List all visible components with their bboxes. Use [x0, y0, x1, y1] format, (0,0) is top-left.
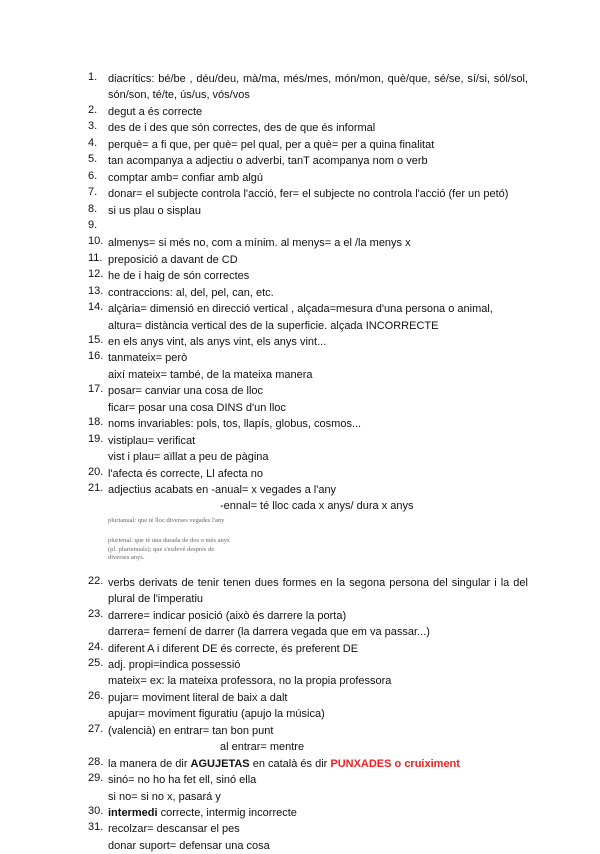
item-number: 21.: [88, 481, 104, 494]
item-text: apujar= moviment figuratiu (apujo la música): [108, 708, 325, 721]
item-text: posar= canviar una cosa de lloc: [108, 385, 264, 398]
item-text: adj. propi=indica possessió: [108, 659, 241, 671]
notes-list-part-2: [88, 575, 528, 756]
document-page: [88, 71, 528, 854]
item-text: donar= el subjecte controla l'acció, fer= el subjecte no controla l'acció (fer un petó): [108, 188, 509, 201]
item-text: si us plau o sisplau: [108, 204, 201, 217]
item-number: 25.: [88, 657, 104, 669]
item-text: plural de l'imperatiu: [108, 593, 204, 606]
list-item: [88, 723, 528, 756]
item-text: [108, 219, 528, 235]
list-item-29: [88, 772, 528, 805]
bold-term: AGUJETAS: [190, 757, 250, 770]
item-number: 20.: [88, 465, 104, 478]
highlighted-term: PUNXADES o cruiximent: [330, 757, 460, 770]
list-item: [88, 690, 528, 723]
item-text: adjectius acabats en -anual= x vegades a l'any: [108, 483, 337, 496]
item-text: en català és dir: [249, 757, 331, 770]
item-text: alçària= dimensió en direcció vertical , alçada=mesura d'una persona o animal,: [108, 303, 493, 316]
item-number: 1.: [88, 71, 98, 83]
item-text: si no= si no x, pasará y: [108, 790, 221, 803]
list-item-30: [88, 805, 528, 821]
item-number: 8.: [88, 202, 98, 215]
pasted-text-line: diverses anys.: [108, 554, 145, 562]
item-number: 10.: [88, 235, 104, 248]
item-number: 17.: [88, 383, 104, 396]
list-item: [88, 104, 528, 120]
item-text: diacrítics: bé/be , déu/deu, mà/ma, més/mes, món/mon, què/que, sé/se, sí/si, sól/sol,: [108, 73, 528, 85]
item-text: darrere= indicar posició (això és darrere la porta): [108, 609, 347, 622]
list-item: [88, 641, 528, 657]
item-text: comptar amb= confiar amb algú: [108, 171, 263, 184]
list-item: [88, 268, 528, 284]
item-number: 9.: [88, 218, 98, 231]
item-text: tanmateix= però: [108, 352, 188, 365]
item-text-continuation: -ennal= té lloc cada x anys/ dura x anys: [220, 500, 414, 513]
item-number: 3.: [88, 120, 98, 133]
list-item: [88, 416, 528, 432]
list-item: [88, 137, 528, 153]
list-item-28: [88, 756, 528, 772]
item-number: 29.: [88, 772, 104, 785]
item-number: 4.: [88, 136, 98, 149]
list-item: [88, 235, 528, 251]
item-text: verbs derivats de tenir tenen dues formes en la segona persona del singular i la del: [108, 576, 528, 589]
list-item: [88, 482, 528, 515]
item-number: 6.: [88, 169, 98, 182]
list-item: [88, 334, 528, 350]
item-text: (valencià) en entrar= tan bon punt: [108, 724, 274, 737]
item-text: tan acompanya a adjectiu o adverbi, tanT acompanya nom o verb: [108, 155, 428, 168]
item-text: pujar= moviment literal de baix a dalt: [108, 691, 288, 704]
list-item: [88, 608, 528, 641]
item-number: 28.: [88, 755, 104, 768]
item-number: 31.: [88, 821, 104, 834]
item-text: així mateix= també, de la mateixa manera: [108, 368, 313, 381]
item-text: en els anys vint, als anys vint, els anys vint...: [108, 336, 327, 348]
list-item: [88, 350, 528, 383]
bold-term: intermedi: [108, 806, 158, 819]
item-number: 23.: [88, 607, 104, 620]
item-text: vistiplau= verificat: [108, 434, 196, 447]
item-text: almenys= si més no, com a mínim. al menys= a el /la menys x: [108, 237, 411, 250]
item-number: 18.: [88, 416, 104, 429]
pasted-text-line: plurianual: que té lloc diverses vegades l'any: [108, 516, 225, 524]
item-text: correcte, intermig incorrecte: [157, 806, 297, 819]
item-text: he de i haig de són correctes: [108, 270, 250, 283]
list-item: [88, 301, 528, 334]
item-number: 30.: [88, 804, 104, 817]
item-number: 14.: [88, 301, 104, 314]
notes-list-part-1: [88, 71, 528, 515]
item-number: 7.: [88, 186, 98, 199]
list-item: [88, 466, 528, 482]
item-text: la manera de dir: [108, 757, 191, 770]
item-text: degut a és correcte: [108, 105, 203, 118]
list-item: [88, 575, 528, 608]
list-item-31: [88, 821, 528, 854]
item-number: 13.: [88, 284, 104, 297]
item-text: altura= distància vertical des de la superficie. alçada INCORRECTE: [108, 319, 439, 332]
item-text: diferent A i diferent DE és correcte, és preferent DE: [108, 642, 359, 655]
item-number: 22.: [88, 574, 104, 587]
item-text: mateix= ex: la mateixa professora, no la propia professora: [108, 675, 392, 688]
list-item: [88, 153, 528, 169]
list-item: [88, 219, 528, 235]
item-text: recolzar= descansar el pes: [108, 823, 240, 836]
list-item: [88, 120, 528, 136]
item-text: noms invariables: pols, tos, llapís, globus, cosmos...: [108, 418, 362, 431]
item-text: sinó= no ho ha fet ell, sinó ella: [108, 774, 257, 787]
list-item: [88, 203, 528, 219]
pasted-text-line: (pl. pluriennals); que s'esdevé després de: [108, 545, 215, 553]
pasted-text-line: plurienal: que té una durada de dos o més anys: [108, 537, 230, 545]
item-number: 2.: [88, 103, 98, 116]
item-number: 15.: [88, 334, 104, 346]
item-text-continuation: al entrar= mentre: [220, 741, 305, 754]
list-item: [88, 657, 528, 690]
list-item: [88, 71, 528, 104]
item-text: preposició a davant de CD: [108, 253, 238, 266]
item-text: perquè= a fi que, per què= pel qual, per a què= per a quina finalitat: [108, 138, 435, 151]
pasted-dictionary-image: [108, 517, 528, 569]
list-item: [88, 285, 528, 301]
item-text: vist i plau= aïllat a peu de pàgina: [108, 451, 269, 464]
item-number: 26.: [88, 689, 104, 702]
list-item: [88, 186, 528, 202]
item-number: 16.: [88, 350, 104, 363]
item-text: darrera= femení de darrer (la darrera vegada que em va passar...): [108, 626, 430, 639]
item-number: 19.: [88, 432, 104, 445]
list-item: [88, 170, 528, 186]
item-text: des de i des que són correctes, des de que és informal: [108, 122, 376, 135]
item-text: són/son, té/te, ús/us, vós/vos: [108, 89, 250, 102]
item-number: 27.: [88, 722, 104, 735]
item-number: 12.: [88, 268, 104, 281]
item-text: ficar= posar una cosa DINS d'un lloc: [108, 401, 286, 414]
item-text: contraccions: al, del, pel, can, etc.: [108, 286, 274, 299]
item-text: l'afecta és correcte, Ll afecta no: [108, 467, 263, 480]
item-number: 11.: [88, 251, 103, 264]
item-number: 24.: [88, 640, 104, 653]
list-item: [88, 252, 528, 268]
item-number: 5.: [88, 153, 98, 166]
list-item: [88, 433, 528, 466]
list-item: [88, 383, 528, 416]
item-text: donar suport= defensar una cosa: [108, 839, 270, 852]
